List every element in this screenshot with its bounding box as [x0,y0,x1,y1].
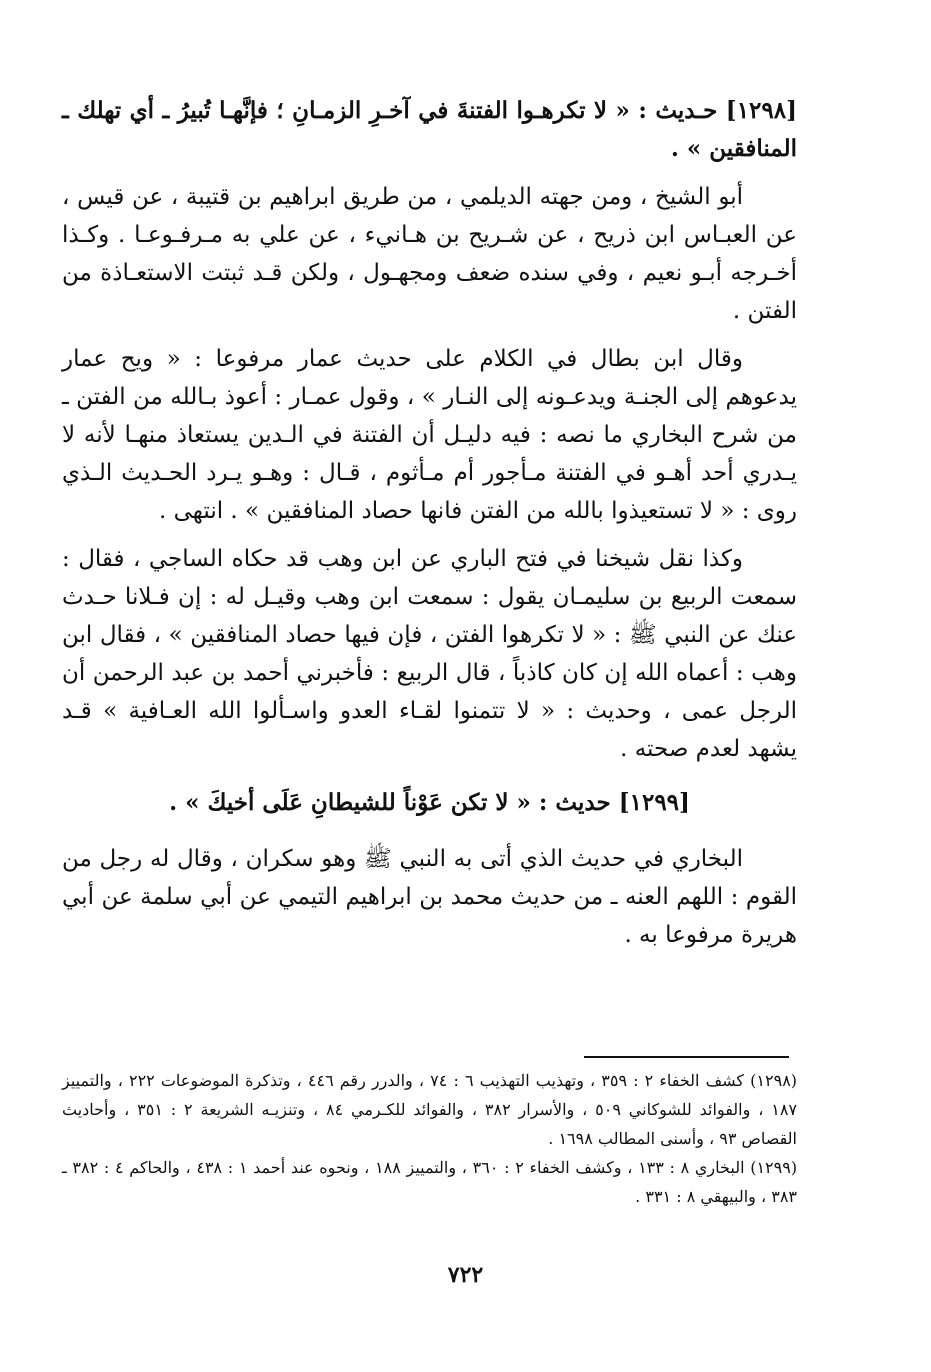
footnotes [62,1066,797,1211]
page-number: ٧٢٢ [447,1262,484,1288]
paragraph-fath-al-bari: وكذا نقل شيخنا في فتح الباري عن ابن وهب قد حكاه الساجي ، فقال : سمعت الربيع بن سليمـان يقول : سمعت ابن وهب وقيـل له : إن فـلانا حـدث عنك عن النبي ﷺ : « لا تكرهوا الفتن ، فإن فيها حصاد المنافقين » ، فقال ابن وهب : أعماه الله إن كان كاذباً ، قال الربيع : فأخبرني أحمد بن عبد الرحمن أن الرجل عمى ، وحديث : « لا تتمنوا لقـاء العدو واسـألوا الله العـافية » قـد يشهد لعدم صحته . [62,546,797,762]
main-text [62,92,797,964]
footnote-1298: (١٢٩٨) كشف الخفاء ٢ : ٣٥٩ ، وتهذيب التهذيب ٦ : ٧٤ ، والدرر رقم ٤٤٦ ، وتذكرة الموضوعات ٢٢٢ ، والتمييز ١٨٧ ، والفوائد للشوكاني ٥٠٩ ، والأسرار ٣٨٢ ، والفوائد للكـرمي ٨٤ ، وتنزيـه الشريعة ٢ : ٣٥١ ، وأحاديث القصاص ٩٣ ، وأسنى المطالب ١٦٩٨ . [62,1071,798,1148]
hadith-1298-heading: [١٢٩٨] حـديث : « لا تكرهـوا الفتنةَ في آخـرِ الزمـانِ ؛ فإنَّهـا تُبيرُ ـ أي تهلك ـ المنافقين » . [62,97,797,162]
footnote-divider [584,1056,789,1058]
paragraph-takhrij-1299: البخاري في حديث الذي أتى به النبي ﷺ وهو سكران ، وقال له رجل من القوم : اللهم العنه ـ من حديث محمد بن ابراهيم التيمي عن أبي سلمة عن أبي هريرة مرفوعا به . [62,846,797,948]
footnote-1299: (١٢٩٩) البخاري ٨ : ١٣٣ ، وكشف الخفاء ٢ : ٣٦٠ ، والتمييز ١٨٨ ، ونحوه عند أحمد ١ : ٤٣٨ ، والحاكم ٤ : ٣٨٢ ـ ٣٨٣ ، والبيهقي ٨ : ٣٣١ . [62,1158,798,1206]
paragraph-takhrij-1298: أبو الشيخ ، ومن جهته الديلمي ، من طريق ابراهيم بن قتيبة ، عن قيس ، عن العبـاس ابن ذريح ، عن شـريح بن هـانيء ، عن علي به مـرفـوعـا . وكـذا أخـرجه أبـو نعيم ، وفي سنده ضعف ومجهـول ، ولكن قـد ثبتت الاستعـاذة من الفتن . [62,184,797,324]
hadith-1299-heading: [١٢٩٩] حديث : « لا تكن عَوْناً للشيطانِ عَلَى أخيكَ » . [169,789,690,816]
paragraph-ibn-battal: وقال ابن بطال في الكلام على حديث عمار مرفوعا : « ويح عمار يدعوهم إلى الجنـة ويدعـونه إلى النـار » ، وقول عمـار : أعوذ بـالله من الفتن ـ من شرح البخاري ما نصه : فيه دليـل أن الفتنة في الـدين يستعاذ منهـا لأنه لا يـدري أحد أهـو في الفتنة مـأجور أم مـأثوم ، قـال : وهـو يـرد الحـديث الـذي روى : « لا تستعيذوا بالله من الفتن فانها حصاد المنافقين » . انتهى . [62,346,797,524]
